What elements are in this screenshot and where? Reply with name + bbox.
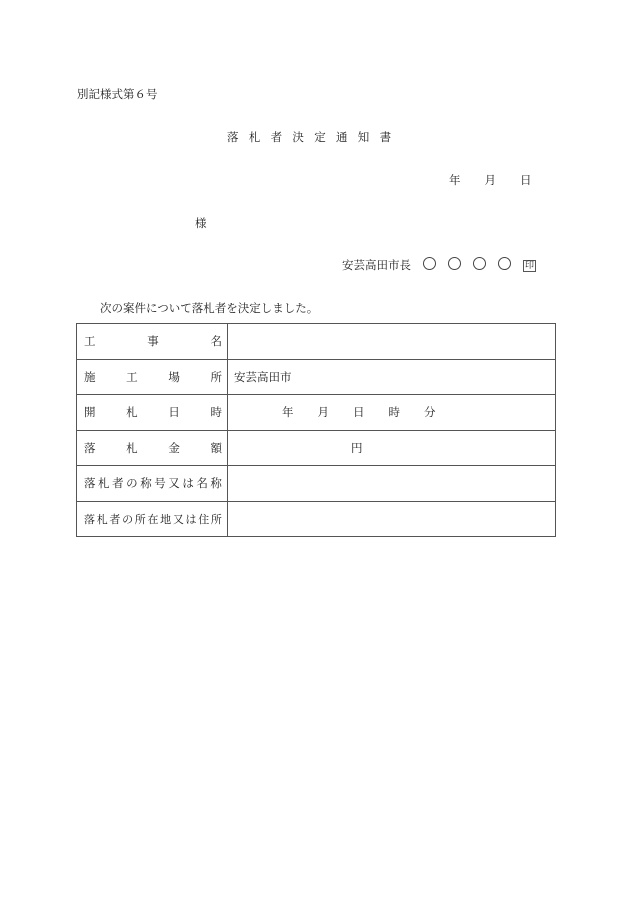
project-name-field[interactable] <box>228 324 556 360</box>
row-label: 落 札 金 額 <box>77 430 228 466</box>
row-label: 開 札 日 時 <box>77 395 228 431</box>
title-char: 決 <box>292 130 304 144</box>
title-char: 知 <box>357 130 370 144</box>
table-row <box>77 359 556 395</box>
placeholder-circle-icon <box>498 257 511 270</box>
row-label: 施 工 場 所 <box>77 359 228 395</box>
placeholder-circle-icon <box>448 257 461 270</box>
seal-icon: 印 <box>525 261 535 271</box>
intro-text: 次の案件について落札者を決定しました。 <box>100 301 319 315</box>
construction-site-field[interactable]: 安芸高田市 <box>228 359 556 395</box>
title-char: 書 <box>379 130 392 144</box>
award-amount-field[interactable]: 円 <box>228 430 556 466</box>
row-label: 落 札 者 の 称 号 又 は 名 称 <box>77 466 228 502</box>
opening-datetime-field[interactable]: 年 月 日 時 分 <box>228 395 556 431</box>
title-char: 通 <box>335 130 348 144</box>
winner-address-field[interactable] <box>228 501 556 537</box>
table-row <box>77 395 556 431</box>
placeholder-circle-icon <box>423 257 436 270</box>
date-line <box>449 172 532 188</box>
table-row <box>77 324 556 360</box>
issuer-line <box>342 257 536 273</box>
table-row <box>77 430 556 466</box>
issuer-name: 安芸高田市長 <box>342 258 411 272</box>
placeholder-circle-icon <box>473 257 486 270</box>
form-number: 別記様式第６号 <box>77 87 158 101</box>
table-row <box>77 501 556 537</box>
addressee-suffix: 様 <box>195 216 207 230</box>
table-row <box>77 466 556 502</box>
title-char: 落 <box>227 130 239 144</box>
date-month: 月 <box>484 173 496 187</box>
date-day: 日 <box>520 173 532 187</box>
award-table <box>76 323 556 537</box>
document-title <box>227 129 401 145</box>
row-label: 工 事 名 <box>77 324 228 360</box>
title-char: 者 <box>270 130 283 144</box>
title-char: 札 <box>248 130 261 144</box>
title-char: 定 <box>314 130 326 144</box>
date-year: 年 <box>449 173 461 187</box>
winner-name-field[interactable] <box>228 466 556 502</box>
row-label: 落 札 者 の 所 在 地 又 は 住 所 <box>77 501 228 537</box>
